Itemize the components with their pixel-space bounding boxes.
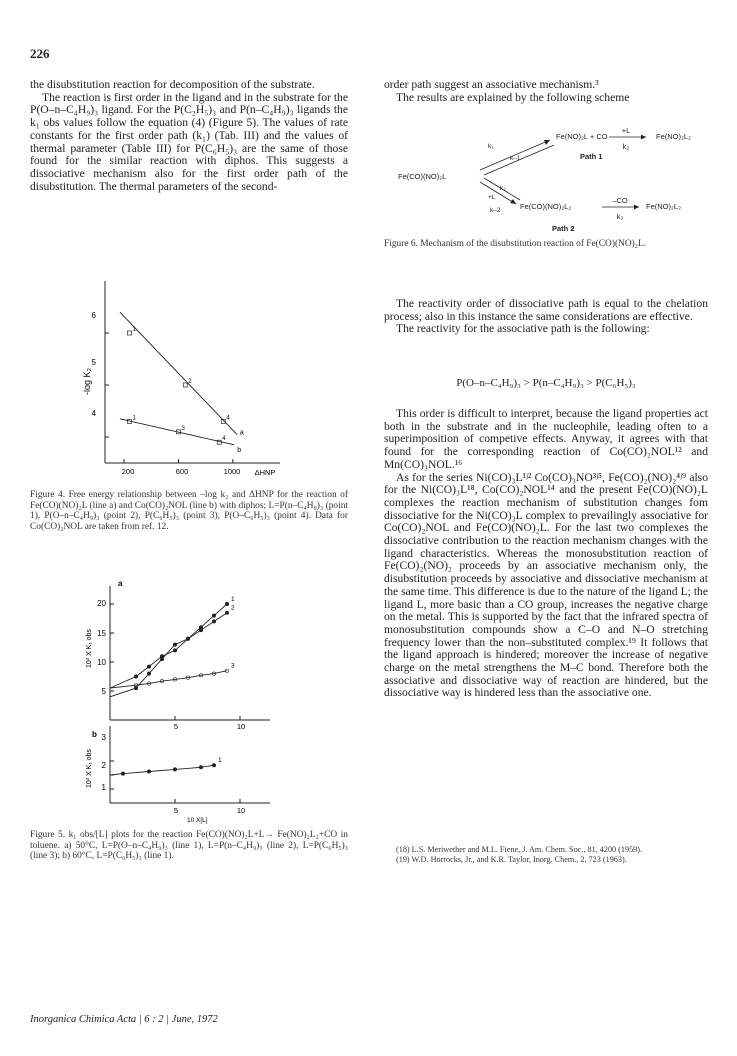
figure4-xtick: 600 — [175, 467, 189, 476]
figure5-panel-a-axes — [110, 586, 270, 720]
scheme-plusL: +L — [488, 194, 496, 201]
data-point — [212, 764, 215, 767]
scheme-k2: k₂ — [500, 185, 506, 192]
scheme-path1-bottom: k₂ — [622, 142, 630, 151]
figure4-xtick: 1000 — [223, 467, 241, 476]
scheme-path1-label: Path 1 — [580, 152, 603, 161]
journal-footer: Inorganica Chimica Acta | 6 : 2 | June, 1972 — [30, 1014, 218, 1025]
point-label: 3 — [181, 425, 185, 432]
point-label: 4 — [226, 415, 230, 422]
figure5-ytick: 20 — [97, 599, 106, 608]
figure5-ytick: 3 — [101, 733, 106, 742]
line-label: 2 — [231, 604, 235, 612]
scheme-path2-bottom: k₃ — [616, 212, 624, 221]
paragraph: This order is difficult to interpret, because the ligand properties act both in the substrate and in the nucleophile, leading often to a superimposition of competive effects. Anyway, it agrees with that found for the corresponding reaction of Co(CO)₂NOL¹² and Mn(CO)₃NOL.¹⁶ — [384, 407, 708, 471]
figure5-xtick: 10 — [236, 722, 246, 731]
figure6-scheme — [384, 118, 714, 234]
paragraph: The reactivity order of dissociative path is equal to the chelation process; also in this instance the same considerations are effective. — [384, 297, 708, 323]
data-point — [199, 628, 202, 631]
line-label: a — [239, 429, 244, 437]
figure4-xtick: 200 — [121, 467, 135, 476]
scheme-path2-final: Fe(NO)₂L₂ — [646, 202, 681, 211]
point-label: 4 — [222, 436, 226, 443]
line-label: 1 — [218, 757, 222, 765]
right-column-top — [384, 79, 708, 104]
figure5-ytick: 2 — [101, 761, 106, 770]
figure5-ytick: 1 — [101, 783, 106, 792]
figure4-caption: Figure 4. Free energy relationship between –log k₂ and ΔHNP for the reaction of Fe(CO)(NO)₂L (line a) and Co(CO)₂NOL (line b) with diphos; L=P(n–C₄H₉)₃ (point 1), P(O–n–C₄H₉)₃ (point 2), P(C₆H₅)₃ (point 3), P(O–C₆H₅)₃ (point 4). Data for Co(CO)₂NOL are taken from ref. 12. — [30, 490, 348, 532]
line-label: 3 — [231, 662, 235, 670]
data-point — [225, 602, 228, 605]
figure5-ytick: 15 — [97, 629, 106, 638]
figure5-xlabel: 10 X[L] — [187, 817, 208, 824]
series-line-2 — [110, 613, 227, 688]
figure5-panel-b-label: b — [92, 730, 97, 739]
page-number: 226 — [30, 46, 50, 61]
figure5-xtick: 5 — [173, 806, 179, 815]
data-point — [183, 383, 187, 387]
paragraph: order path suggest an associative mechanism.³ — [384, 78, 599, 91]
figure5-chart — [70, 578, 350, 828]
data-point — [147, 665, 150, 668]
figure4-xlabel: ΔHNP — [254, 468, 276, 477]
data-point — [225, 611, 228, 614]
point-label: 1 — [132, 415, 136, 422]
series-line-1 — [110, 604, 227, 697]
scheme-path2-label: Path 2 — [552, 224, 575, 233]
data-point — [199, 766, 202, 769]
reference: (19) W.D. Horrocks, Jr., and K.R. Taylor, Inorg. Chem., 2, 723 (1963). — [396, 854, 627, 864]
figure5-panel-a-label: a — [118, 579, 123, 588]
paragraph: The reaction is first order in the ligand and in the substrate for the P(O–n–C₄H₉)₃ ligand. For the P(C₂H₅)₃ and P(n–C₄H₉)₃ ligands the k₁ obs values follow the equation (4) (Figure 5). The values of rate constants for the first order path (k₁) (Tab. III) and the values of thermal parameter (Table III) for P(C₆H₅)₃ are the same of those found for the similar reaction with diphos. This suggests a dissociative mechanism also for the first order path of the disubstitution. The thermal parameters of the second- — [30, 90, 348, 193]
figure4-ytick: 5 — [91, 358, 96, 367]
figure4-ytick: 6 — [91, 311, 96, 320]
figure4-ticks — [105, 333, 233, 463]
figure4-ytick: 4 — [91, 409, 96, 418]
figure5-panel-b-ylabel: 10³ X K₁ obs — [86, 749, 93, 788]
scheme-km2: k–2 — [490, 207, 501, 214]
paragraph: As for the series Ni(CO)₃L¹ʲ² Co(CO)₃NO³ʲ⁵, Fe(CO)₂(NO)₂⁴ʲ⁹ also for the Ni(CO)₃L¹⁸, Co(CO)₂NOL¹⁴ and the present Fe(CO)(NO)₂L complexes the reaction mechanism of substitution changes fom dissociative for the Ni(CO)₃L complex to prevailingly associative for Co(CO)₂NOL and Fe(CO)(NO)₂L. For the last two complexes the dissociative contribution to the reaction mechanism changes with the ligand characteristics. Whereas the monosubstitution reaction of Fe(CO)₂(NO)₂ proceeds by an associative mechanism only, the disubstitution proceeds by associative and dissociative mechanism at the same time. This difference is due to the nature of the ligand L; the ligand L, more basic than a CO group, increases the negative charge on the metal. This is supported by the fact that the infrared spectra of monosubstitution compounds show a C–O and N–O stretching frequency lower than the non–substituted complex.¹⁹ It follows that the ligand approach is hindered; moreover the increase of negative charge on the metal strengthens the M–C bond. Therefore both the associative and dissociative way of reaction are hindered, but the dissociative way is hindered less than the associative one. — [384, 470, 708, 700]
data-point — [121, 772, 124, 775]
data-point — [212, 614, 215, 617]
data-point — [160, 655, 163, 658]
scheme-path2-top: –CO — [612, 196, 628, 205]
data-point — [173, 649, 176, 652]
reactivity-equation: P(O–n–C₄H₉)₃ > P(n–C₄H₉)₃ > P(C₆H₅)₃ — [456, 377, 636, 389]
figure4-marks — [120, 312, 244, 454]
paragraph: the disubstitution reaction for decomposition of the substrate. — [30, 78, 315, 91]
figure5-ytick: 10 — [97, 658, 106, 667]
line-label: b — [237, 446, 242, 454]
figure5-caption: Figure 5. k₁ obs/[L] plots for the reaction Fe(CO)(NO)₂L+L→ Fe(NO)₂L₂+CO in toluene. a) 50°C, L=P(O–n–C₄H₉)₃ (line 1), L=P(n–C₄H₉)₃ (line 2), L=P(C₆H₅)₃ (line 3); b) 60°C, L=P(C₆H₅)₃ (line 1). — [30, 830, 348, 862]
data-point — [212, 620, 215, 623]
figure5-panel-b-axes — [110, 726, 270, 803]
figure5-panel-a-ylabel: 10³ X K₁ obs — [86, 629, 93, 668]
paragraph: The reactivity for the associative path is the following: — [396, 322, 650, 336]
figure4-chart — [60, 275, 350, 485]
data-point — [127, 331, 131, 335]
scheme-km1: k–1 — [510, 155, 521, 162]
figure4-ylabel: -log K₂ — [82, 367, 92, 395]
scheme-path1-product: Fe(NO)₂L + CO — [556, 132, 608, 141]
figure5-xtick: 5 — [173, 722, 179, 731]
scheme-path1-final: Fe(NO)₂L₂ — [656, 132, 691, 141]
right-column-body — [384, 298, 708, 336]
figure6-caption: Figure 6. Mechanism of the disubstitution reaction of Fe(CO)(NO)₂L. — [384, 239, 647, 249]
right-column-discussion — [384, 408, 708, 700]
data-point — [173, 768, 176, 771]
reference: (18) L.S. Meriwether and M.L. Fiene, J. Am. Chem. Soc., 81, 4200 (1959). — [396, 845, 643, 854]
line-label: 1 — [231, 596, 235, 603]
data-point — [186, 637, 189, 640]
data-point — [134, 675, 137, 678]
figure5-ytick: 5 — [101, 687, 106, 696]
scheme-k1: k₁ — [488, 143, 494, 150]
series-line-3 — [110, 671, 227, 688]
point-label: 2 — [188, 379, 192, 385]
scheme-path2-intermediate: Fe(CO)(NO)₂L₂ — [520, 202, 572, 211]
data-point — [147, 770, 150, 773]
figure5-marks — [110, 596, 235, 775]
fit-line-a — [120, 312, 237, 434]
data-point — [173, 643, 176, 646]
figure5-xtick: 10 — [236, 806, 246, 815]
data-point — [147, 672, 150, 675]
scheme-reactant: Fe(CO)(NO)₂L — [398, 172, 447, 181]
references — [384, 845, 708, 864]
point-label: 1 — [132, 327, 136, 333]
paragraph: The results are explained by the following scheme — [396, 90, 630, 104]
scheme-path1-top: +L — [621, 126, 631, 135]
series-line-1 — [110, 765, 214, 775]
left-column-text — [30, 79, 348, 193]
